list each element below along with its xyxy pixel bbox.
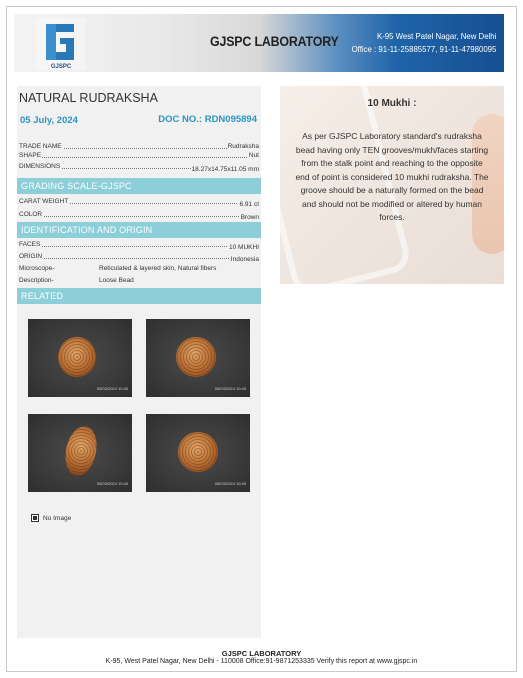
report-title: NATURAL RUDRAKSHA — [19, 91, 158, 105]
header-address — [351, 30, 496, 56]
microscope-label: Microscope- — [19, 265, 55, 272]
grading-value: Brown — [240, 214, 259, 221]
detail-label: TRADE NAME — [19, 143, 62, 150]
address-line: K-95 West Patel Nagar, New Delhi — [376, 31, 496, 41]
grading-row-carat — [19, 197, 259, 206]
report-details-panel — [17, 86, 261, 638]
detail-value: Rudraksha — [227, 143, 259, 150]
description-value: Loose Bead — [99, 277, 134, 284]
no-image-label: No Image — [43, 514, 72, 522]
grading-section-header: GRADING SCALE-GJSPC — [17, 178, 261, 194]
footer-address: K-95, West Patel Nagar, New Delhi - 110008 Office:91-9871253335 Verify this report at www.gjspc.in — [105, 658, 418, 665]
grading-label: COLOR — [19, 211, 43, 218]
grading-row-color — [19, 210, 259, 219]
identification-row-faces — [19, 240, 259, 249]
related-image[interactable] — [28, 319, 132, 397]
grading-value: 6.91 ct — [239, 201, 259, 208]
related-section-header: RELATED — [17, 288, 261, 304]
broken-image-icon — [31, 514, 39, 522]
mukhi-description: As per GJSPC Laboratory standard's rudraksha bead having only TEN grooves/mukh/faces starting from the stalk point and reaching to the opposite end of point is considered 10 mukhi rudraksha. The groove should be a naturally formed on the bead and should not be modified or altered by human forces. — [295, 131, 489, 222]
identification-row-origin — [19, 252, 259, 261]
detail-row-dimensions — [19, 162, 259, 171]
related-image[interactable] — [146, 414, 250, 492]
microscope-value: Reticulated & layered skin, Natural fibers — [99, 265, 217, 272]
detail-value: 18.27x14.75x11.05 mm — [191, 166, 259, 173]
image-timestamp: 05/03/2024 10:45 — [96, 481, 128, 486]
description-label: Description- — [19, 277, 54, 284]
mukhi-title: 10 Mukhi : — [367, 98, 417, 109]
identification-section-header: IDENTIFICATION AND ORIGIN — [17, 222, 261, 238]
detail-row-shape — [19, 151, 259, 160]
identification-value: 10 MUKHI — [229, 244, 259, 251]
gjspc-logo-icon — [36, 18, 86, 70]
detail-row-trade-name — [19, 142, 259, 151]
mukhi-info-panel — [280, 86, 504, 284]
detail-label: SHAPE — [19, 152, 42, 159]
svg-text:GJSPC: GJSPC — [50, 64, 72, 70]
identification-value: Indonesia — [230, 256, 259, 263]
microscope-row — [19, 264, 216, 274]
identification-label: FACES — [19, 241, 41, 248]
footer-lab-name: GJSPC LABORATORY — [221, 649, 302, 658]
no-image-placeholder — [31, 514, 71, 522]
grading-label: CARAT WEIGHT — [19, 198, 69, 205]
image-timestamp: 05/03/2024 10:45 — [214, 481, 246, 486]
image-timestamp: 05/03/2024 10:45 — [96, 386, 128, 391]
detail-label: DIMENSIONS — [19, 163, 61, 170]
doc-number: DOC NO.: RDN095894 — [158, 114, 257, 125]
header-banner — [14, 14, 504, 72]
office-line: Office : 91-11-25885577, 91-11-47980095 — [351, 44, 496, 54]
identification-label: ORIGIN — [19, 253, 43, 260]
detail-value: Nut — [248, 152, 259, 159]
lab-name: GJSPC LABORATORY — [210, 34, 339, 49]
description-row — [19, 276, 134, 286]
related-image[interactable] — [28, 414, 132, 492]
image-timestamp: 05/03/2024 10:45 — [214, 386, 246, 391]
report-date: 05 July, 2024 — [20, 115, 78, 126]
related-image[interactable] — [146, 319, 250, 397]
